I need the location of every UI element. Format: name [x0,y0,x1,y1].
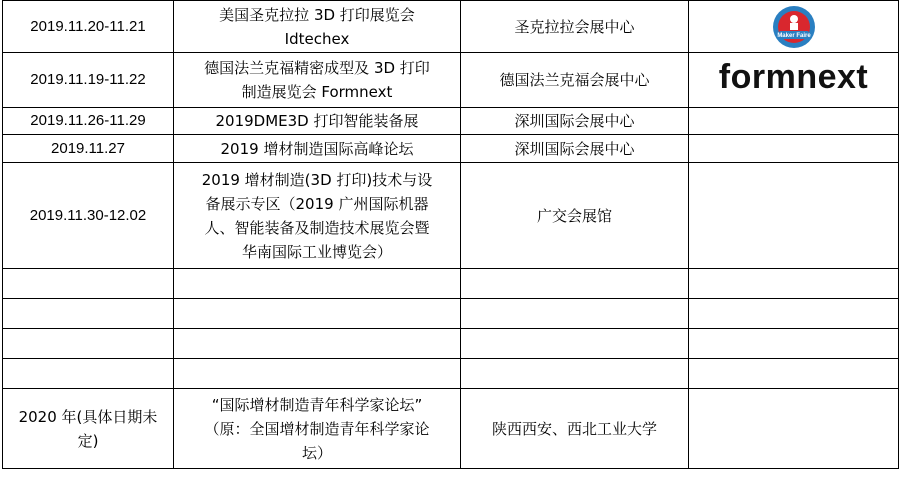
event-date: 2019.11.19-11.22 [3,53,174,108]
event-logo [689,163,899,269]
event-venue [461,299,689,329]
event-date [3,359,174,389]
event-date [3,299,174,329]
event-name-line: 华南国际工业博览会） [241,242,392,261]
event-name [174,359,461,389]
table-row [3,163,899,269]
table-row [3,135,899,163]
event-name [174,389,461,469]
event-name-line: Idtechex [284,29,350,48]
table-row [3,1,899,53]
events-table [2,0,899,469]
robot-body-icon [790,23,798,30]
event-name [174,299,461,329]
table-row [3,269,899,299]
event-date: 2020 年(具体日期未定) [3,389,174,469]
event-name-line: 2019DME3D 打印智能装备展 [215,112,419,130]
event-logo [689,53,899,108]
event-date: 2019.11.26-11.29 [3,108,174,135]
event-name-line: 2019 增材制造国际高峰论坛 [220,139,414,158]
event-venue [461,359,689,389]
event-logo [689,1,899,53]
event-venue: 广交会展馆 [461,163,689,269]
event-name [174,329,461,359]
event-name [174,53,461,108]
event-logo [689,329,899,359]
formnext-logo: formnext [718,58,869,96]
event-venue [461,329,689,359]
event-venue: 德国法兰克福会展中心 [461,53,689,108]
event-name [174,108,461,135]
event-logo [689,299,899,329]
event-name [174,163,461,269]
event-venue: 深圳国际会展中心 [461,108,689,135]
event-logo [689,359,899,389]
maker-faire-label: Maker Faire [776,32,811,39]
event-name [174,135,461,163]
event-venue: 深圳国际会展中心 [461,135,689,163]
maker-faire-logo [772,5,816,49]
event-date [3,329,174,359]
event-logo [689,389,899,469]
event-name-line: 坛） [301,443,332,462]
table-row [3,53,899,108]
event-name-line: “国际增材制造青年科学家论坛” [211,395,423,414]
event-date: 2019.11.20-11.21 [3,1,174,53]
event-venue: 圣克拉拉会展中心 [461,1,689,53]
event-venue: 陕西西安、西北工业大学 [461,389,689,469]
event-name [174,269,461,299]
event-date [3,269,174,299]
event-name-line: 2019 增材制造(3D 打印)技术与设 [201,170,433,189]
table-row [3,389,899,469]
event-name-line: 制造展览会 Formnext [241,83,393,101]
event-venue [461,269,689,299]
event-date: 2019.11.27 [3,135,174,163]
event-logo [689,108,899,135]
table-row [3,108,899,135]
event-date: 2019.11.30-12.02 [3,163,174,269]
table-row [3,359,899,389]
table-row [3,329,899,359]
event-name-line: （原：全国增材制造青年科学家论 [204,419,430,438]
robot-head-icon [790,15,798,23]
event-logo [689,135,899,163]
event-name-line: 备展示专区（2019 广州国际机器 [205,194,429,213]
event-logo [689,269,899,299]
event-name [174,1,461,53]
event-name-line: 人、智能装备及制造技术展览会暨 [204,218,430,237]
event-name-line: 德国法兰克福精密成型及 3D 打印 [204,59,430,77]
event-name-line: 美国圣克拉拉 3D 打印展览会 [219,5,415,24]
table-row [3,299,899,329]
